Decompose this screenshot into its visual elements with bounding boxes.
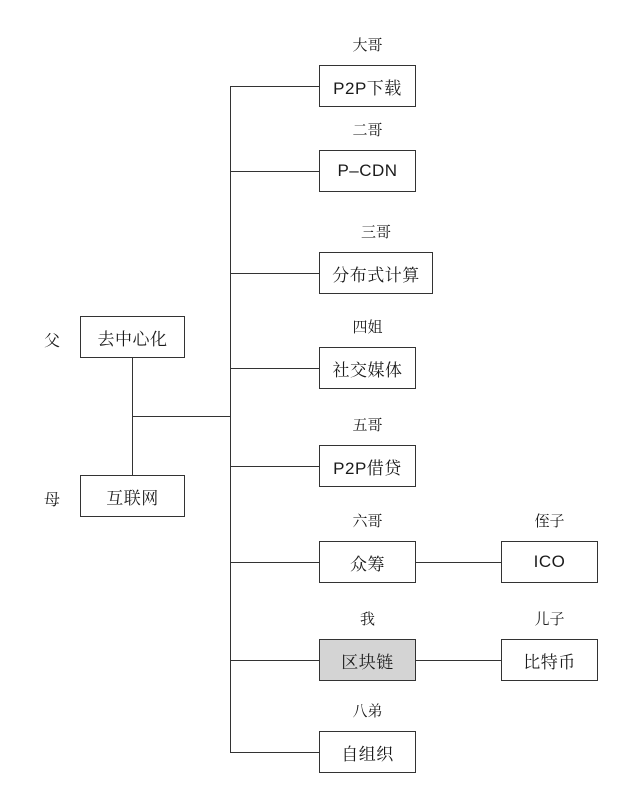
node-ico[interactable]: ICO: [501, 541, 598, 583]
connector-branch-7: [230, 660, 319, 661]
caption-child-4: 四姐: [352, 319, 383, 336]
node-p-cdn[interactable]: P–CDN: [319, 150, 416, 192]
node-bitcoin[interactable]: 比特币: [501, 639, 598, 681]
node-decentralization[interactable]: 去中心化: [80, 316, 185, 358]
caption-child-5: 五哥: [352, 417, 383, 434]
caption-child-3: 三哥: [360, 224, 391, 241]
node-crowdfunding[interactable]: 众筹: [319, 541, 416, 583]
connector-branch-1: [230, 86, 319, 87]
node-p2p-lending[interactable]: P2P借贷: [319, 445, 416, 487]
connector-branch-2: [230, 171, 319, 172]
caption-grandchild-2: 儿子: [534, 611, 565, 628]
connector-branch-4: [230, 368, 319, 369]
caption-child-2: 二哥: [352, 122, 383, 139]
connector-branch-3: [230, 273, 319, 274]
connector-branch-8: [230, 752, 319, 753]
parent-label-father: 父: [44, 333, 61, 350]
connector-crowdfunding-to-ico: [416, 562, 501, 563]
parent-label-mother: 母: [44, 492, 61, 509]
caption-child-6: 六哥: [352, 513, 383, 530]
caption-child-7: 我: [359, 611, 375, 628]
node-social-media[interactable]: 社交媒体: [319, 347, 416, 389]
connector-branch-6: [230, 562, 319, 563]
caption-child-8: 八弟: [352, 703, 383, 720]
node-blockchain[interactable]: 区块链: [319, 639, 416, 681]
connector-blockchain-to-bitcoin: [416, 660, 501, 661]
caption-child-1: 大哥: [352, 37, 383, 54]
connector-parents-to-trunk: [132, 416, 230, 417]
connector-main-trunk: [230, 86, 231, 752]
node-p2p-download[interactable]: P2P下载: [319, 65, 416, 107]
node-internet[interactable]: 互联网: [80, 475, 185, 517]
connector-branch-5: [230, 466, 319, 467]
node-distributed-computing[interactable]: 分布式计算: [319, 252, 433, 294]
node-self-organization[interactable]: 自组织: [319, 731, 416, 773]
caption-grandchild-1: 侄子: [534, 513, 565, 530]
